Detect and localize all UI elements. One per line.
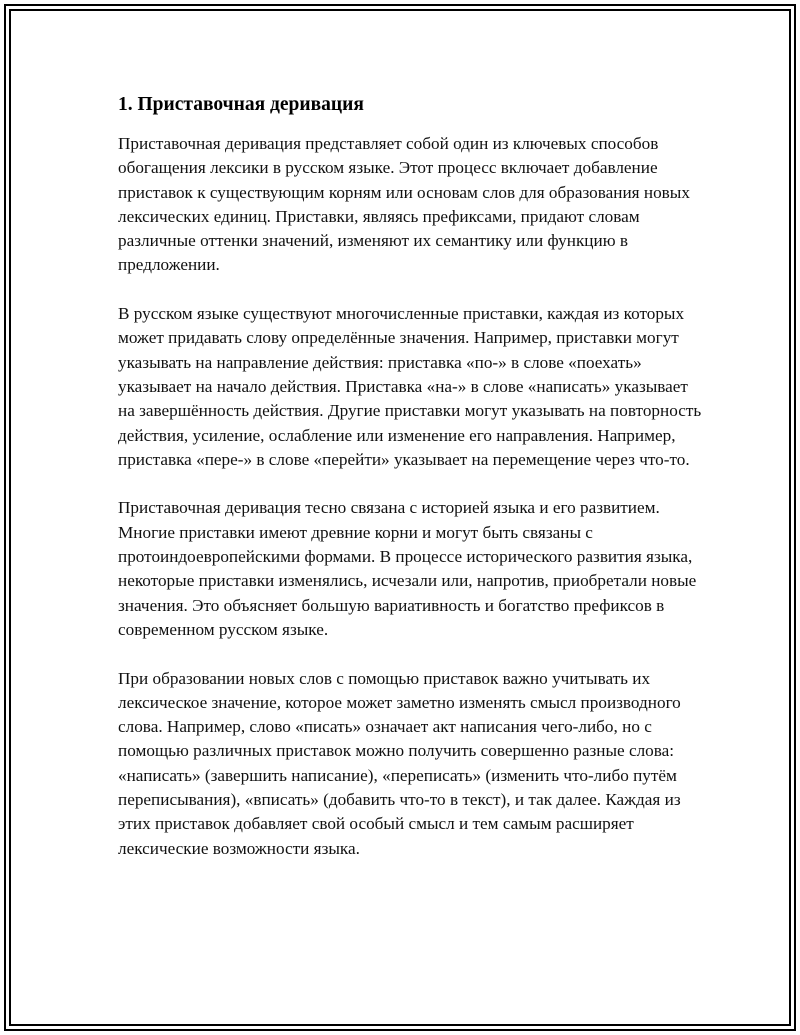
paragraph-history: Приставочная деривация тесно связана с историей языка и его развитием. Многие приставки имеют древние корни и могут быть связаны с протоиндоевропейскими формами. В процессе исторического развития языка, некоторые приставки изменялись, исчезали или, напротив, приобретали новые значения. Это объясняет большую вариативность и богатство префиксов в современном русском языке. xyxy=(118,498,697,639)
section-heading: 1. Приставочная деривация xyxy=(118,94,364,115)
paragraph-prefix-meanings: В русском языке существуют многочисленные приставки, каждая из которых может придавать слову определённые значения. Например, приставки могут указывать на направление действия: приставка «по-» в слове «поехать» указывает на начало действия. Приставка «на-» в слове «написать» указывает на завершённость действия. Другие приставки могут указывать на повторность действия, усиление, ослабление или изменение его направления. Например, приставка «пере-» в слове «перейти» указывает на перемещение через что-то. xyxy=(118,304,702,469)
paragraph-word-formation: При образовании новых слов с помощью приставок важно учитывать их лексическое значение, которое может заметно изменять смысл производного слова. Например, слово «писать» означает акт написания чего-либо, но с помощью различных приставок можно получить совершенно разные слова: «написать» (завершить написание), «переписать» (изменить что-либо путём переписывания), «вписать» (добавить что-то в текст), и так далее. Каждая из этих приставок добавляет свой особый смысл и тем самым расширяет лексические возможности языка. xyxy=(118,668,681,858)
document-body xyxy=(118,92,708,861)
paragraph-intro: Приставочная деривация представляет собой один из ключевых способов обогащения лексики в русском языке. Этот процесс включает добавление приставок к существующим корням или основам слов для образования новых лексических единиц. Приставки, являясь префиксами, придают словам различные оттенки значений, изменяют их семантику или функцию в предложении. xyxy=(118,134,690,275)
